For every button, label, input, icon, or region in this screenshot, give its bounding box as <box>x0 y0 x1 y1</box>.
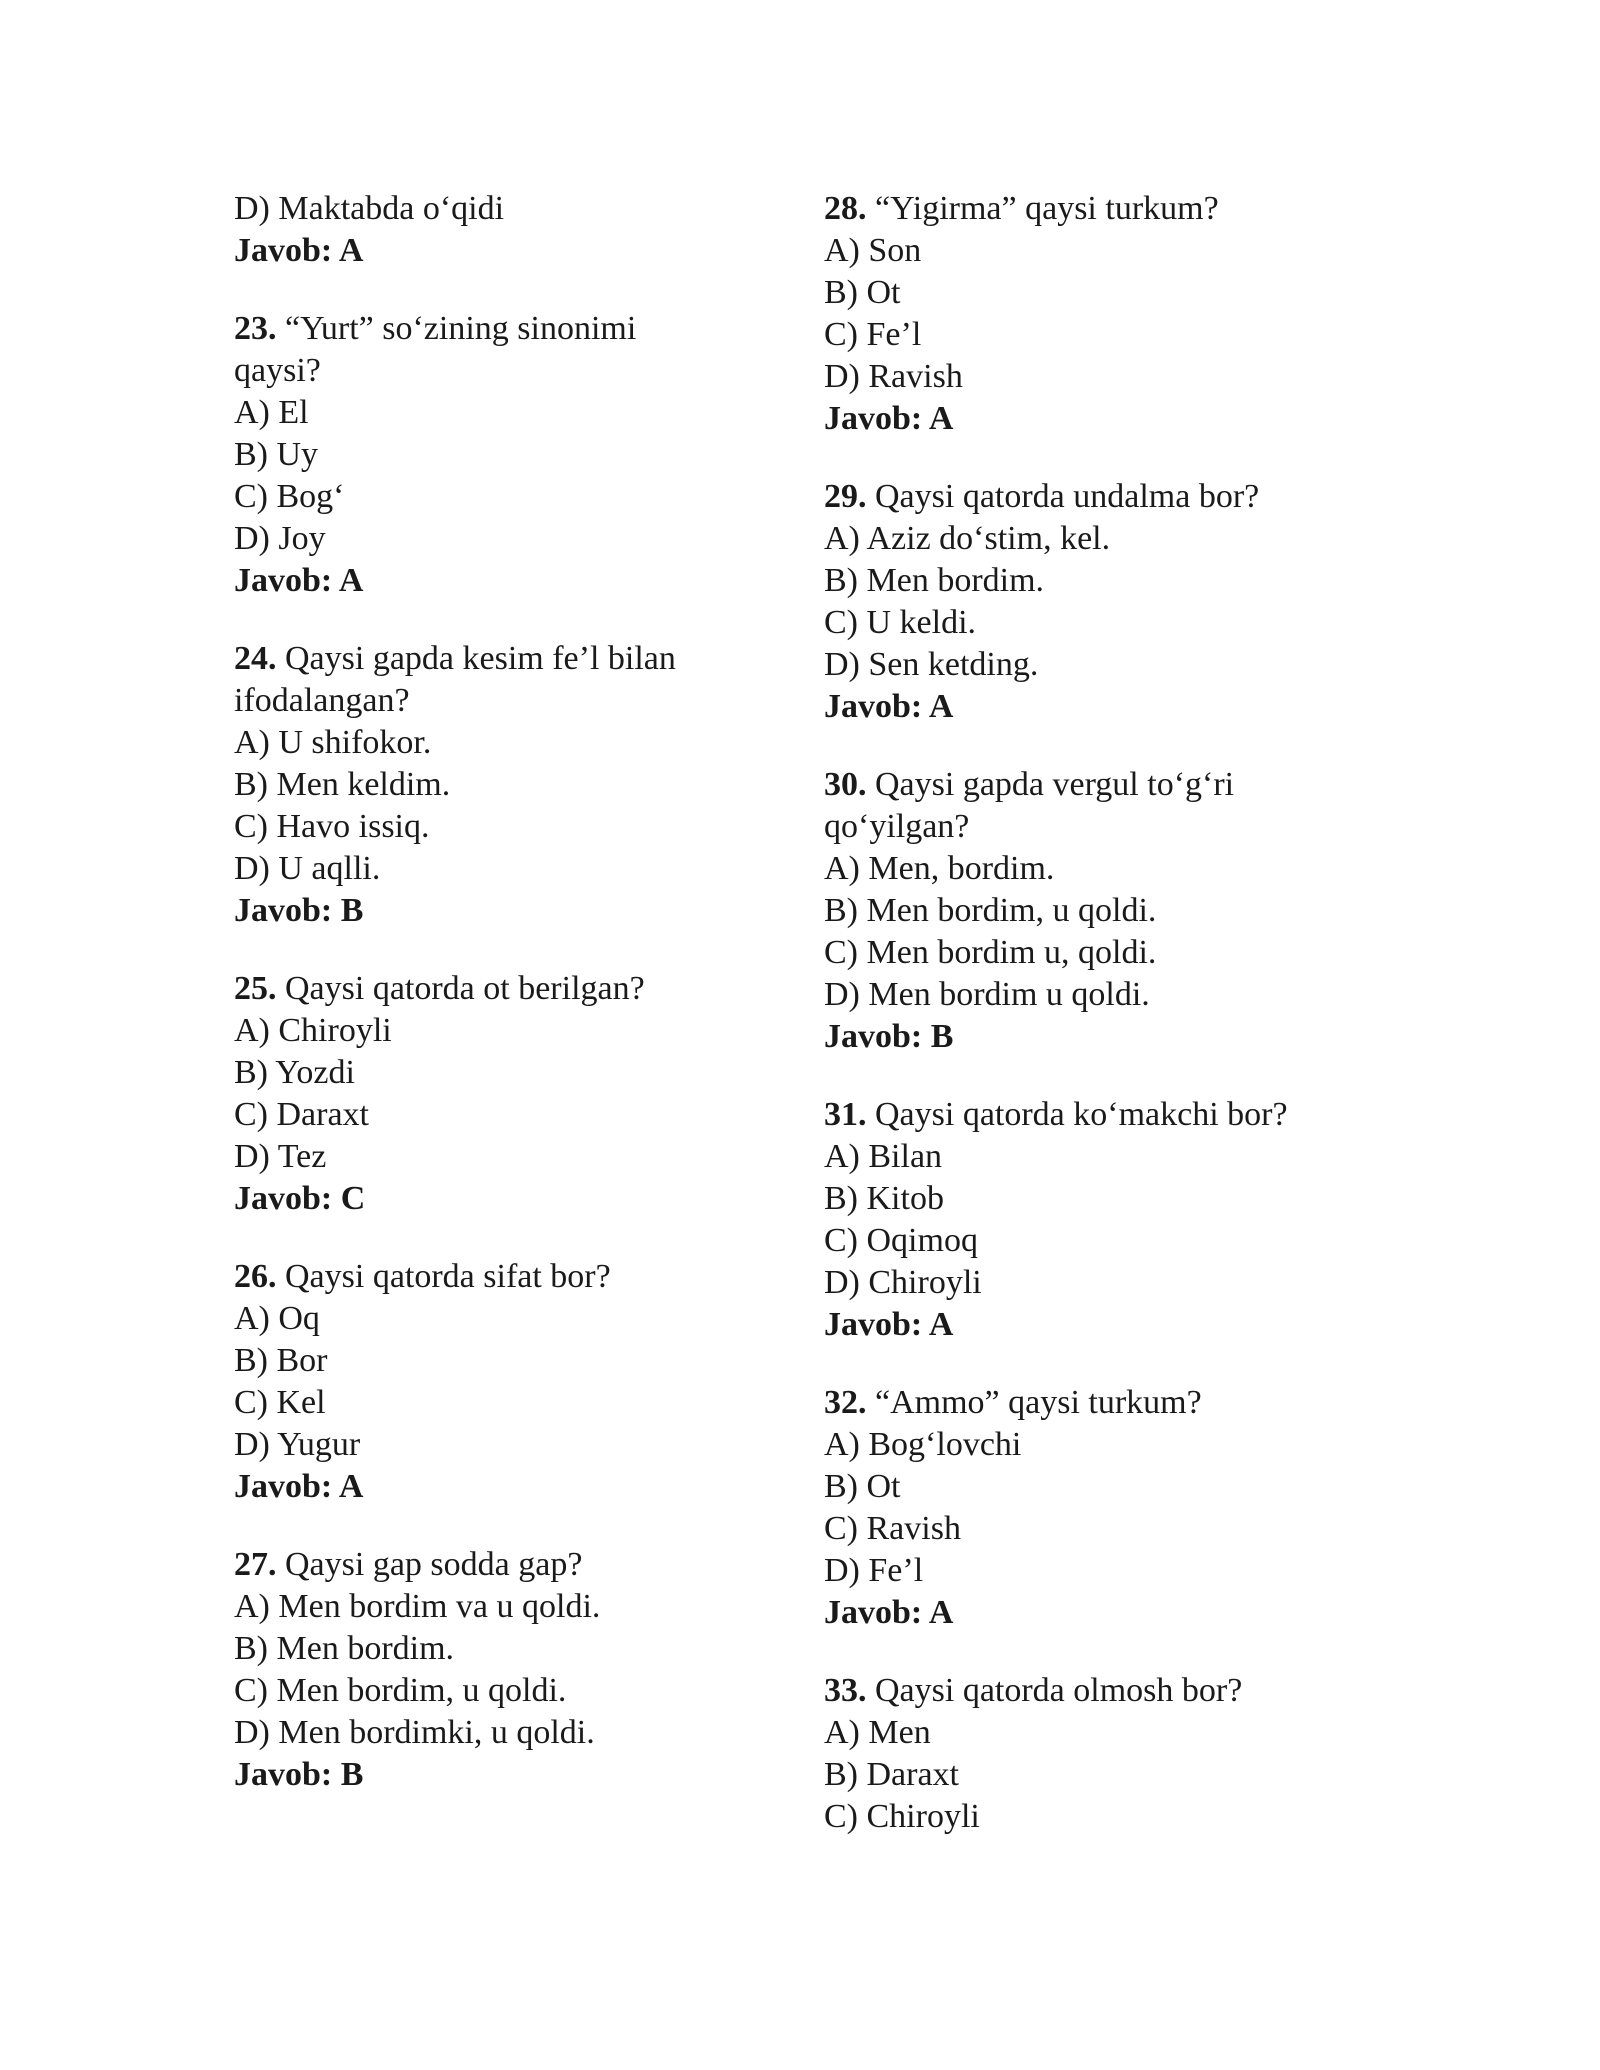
option-d: D) Men bordim u qoldi. <box>824 976 1150 1013</box>
option-c: C) Men bordim u, qoldi. <box>824 934 1157 971</box>
option-d: D) Ravish <box>824 358 963 395</box>
question-text: “Yigirma” qaysi turkum? <box>875 190 1219 227</box>
answer-line: Javob: B <box>234 1756 364 1793</box>
option-c: C) Men bordim, u qoldi. <box>234 1672 567 1709</box>
option-d: D) Chiroyli <box>824 1264 982 1301</box>
option-c: C) Havo issiq. <box>234 808 430 845</box>
answer-line: Javob: A <box>234 562 364 599</box>
question-25 <box>234 968 764 1220</box>
option-c: C) Bog‘ <box>234 478 345 515</box>
option-b: B) Men bordim, u qoldi. <box>824 892 1157 929</box>
option-b: B) Men bordim. <box>824 562 1045 599</box>
option-a: A) U shifokor. <box>234 724 432 761</box>
question-24 <box>234 638 764 932</box>
question-text: Qaysi qatorda undalma bor? <box>875 478 1260 515</box>
answer-line: Javob: A <box>234 232 364 269</box>
option-b: B) Men keldim. <box>234 766 451 803</box>
answer-line: Javob: A <box>824 400 954 437</box>
answer-line: Javob: C <box>234 1180 366 1217</box>
question-28 <box>824 188 1354 440</box>
option-b: B) Men bordim. <box>234 1630 455 1667</box>
question-number: 31. <box>824 1096 867 1133</box>
answer-line: Javob: B <box>234 892 364 929</box>
option-c: C) Kel <box>234 1384 326 1421</box>
option-d: D) Sen ketding. <box>824 646 1039 683</box>
option-d: D) Fe’l <box>824 1552 924 1589</box>
question-text: Qaysi qatorda olmosh bor? <box>875 1672 1243 1709</box>
option-b: B) Daraxt <box>824 1756 960 1793</box>
answer-line: Javob: B <box>824 1018 954 1055</box>
option-a: A) Bilan <box>824 1138 943 1175</box>
option-c: C) Fe’l <box>824 316 922 353</box>
question-27 <box>234 1544 764 1796</box>
question-number: 26. <box>234 1258 277 1295</box>
question-text: Qaysi gap sodda gap? <box>285 1546 583 1583</box>
option-d: D) Joy <box>234 520 326 557</box>
answer-line: Javob: A <box>824 688 954 725</box>
question-text: Qaysi qatorda ot berilgan? <box>285 970 645 1007</box>
question-text: Qaysi gapda kesim fe’l bilan <box>285 640 676 677</box>
option-c: C) Ravish <box>824 1510 961 1547</box>
question-number: 28. <box>824 190 867 227</box>
option-b: B) Ot <box>824 274 901 311</box>
question-29 <box>824 476 1354 728</box>
option-a: A) Men bordim va u qoldi. <box>234 1588 601 1625</box>
answer-line: Javob: A <box>824 1594 954 1631</box>
question-number: 23. <box>234 310 277 347</box>
question-number: 27. <box>234 1546 277 1583</box>
option-b: B) Ot <box>824 1468 901 1505</box>
option-line: D) Maktabda o‘qidi <box>234 190 505 227</box>
question-30 <box>824 764 1354 1058</box>
question-number: 30. <box>824 766 867 803</box>
question-text: Qaysi gapda vergul to‘g‘ri <box>875 766 1235 803</box>
option-a: A) Son <box>824 232 922 269</box>
option-a: A) Chiroyli <box>234 1012 392 1049</box>
answer-line: Javob: A <box>234 1468 364 1505</box>
right-column <box>824 188 1354 1838</box>
option-c: C) U keldi. <box>824 604 977 641</box>
option-a: A) Men <box>824 1714 931 1751</box>
left-column <box>234 188 764 1796</box>
question-text: “Ammo” qaysi turkum? <box>875 1384 1202 1421</box>
question-32 <box>824 1382 1354 1634</box>
question-text-cont: qo‘yilgan? <box>824 808 970 845</box>
option-b: B) Kitob <box>824 1180 944 1217</box>
question-number: 29. <box>824 478 867 515</box>
option-b: B) Yozdi <box>234 1054 355 1091</box>
question-text: “Yurt” so‘zining sinonimi <box>285 310 637 347</box>
question-number: 33. <box>824 1672 867 1709</box>
option-d: D) Tez <box>234 1138 327 1175</box>
question-31 <box>824 1094 1354 1346</box>
question-23 <box>234 308 764 602</box>
question-text: Qaysi qatorda sifat bor? <box>285 1258 611 1295</box>
option-a: A) Bog‘lovchi <box>824 1426 1022 1463</box>
option-c: C) Daraxt <box>234 1096 370 1133</box>
answer-line: Javob: A <box>824 1306 954 1343</box>
question-26 <box>234 1256 764 1508</box>
question-text-cont: qaysi? <box>234 352 321 389</box>
option-a: A) El <box>234 394 309 431</box>
option-d: D) Yugur <box>234 1426 361 1463</box>
question-number: 24. <box>234 640 277 677</box>
option-d: D) U aqlli. <box>234 850 381 887</box>
question-number: 32. <box>824 1384 867 1421</box>
option-a: A) Aziz do‘stim, kel. <box>824 520 1111 557</box>
question-number: 25. <box>234 970 277 1007</box>
option-c: C) Oqimoq <box>824 1222 978 1259</box>
option-c: C) Chiroyli <box>824 1798 980 1835</box>
option-a: A) Men, bordim. <box>824 850 1055 887</box>
option-b: B) Uy <box>234 436 319 473</box>
option-a: A) Oq <box>234 1300 320 1337</box>
question-33 <box>824 1670 1354 1838</box>
question-text-cont: ifodalangan? <box>234 682 410 719</box>
question-text: Qaysi qatorda ko‘makchi bor? <box>875 1096 1288 1133</box>
option-d: D) Men bordimki, u qoldi. <box>234 1714 595 1751</box>
option-b: B) Bor <box>234 1342 328 1379</box>
